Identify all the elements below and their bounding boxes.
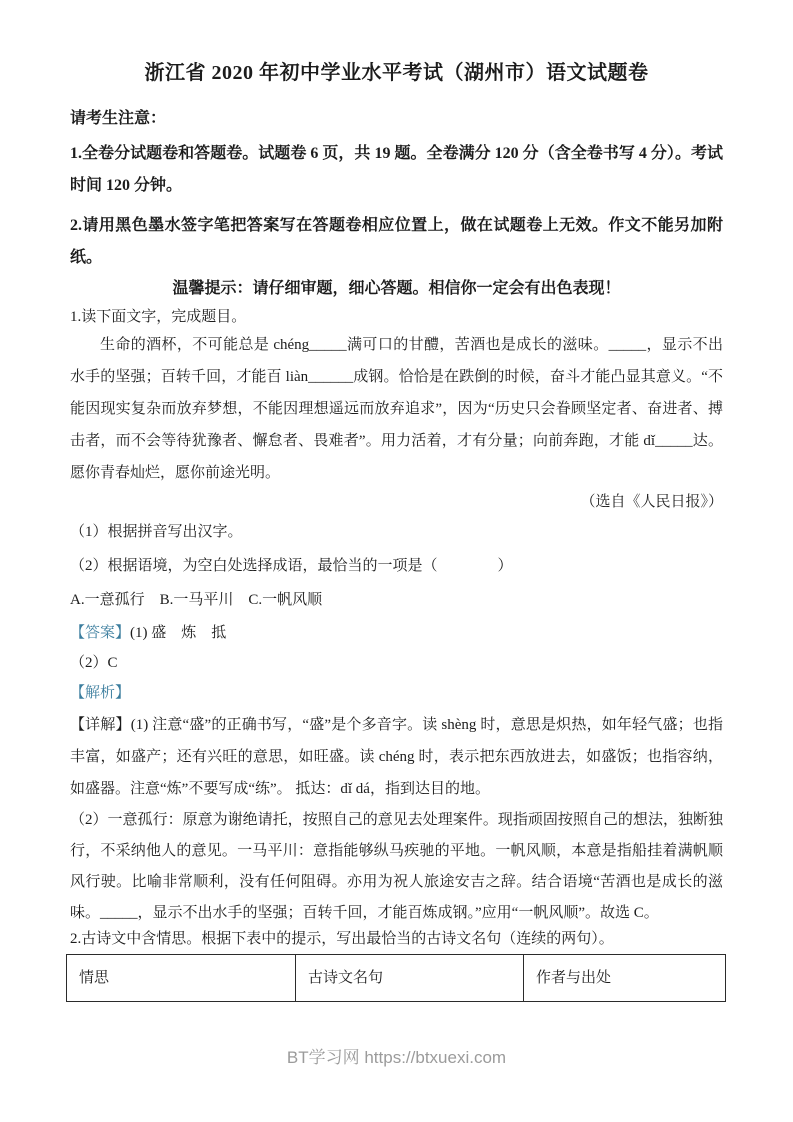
detail-paragraph-2: （2）一意孤行：原意为谢绝请托，按照自己的意见去处理案件。现指顽固按照自己的想法，独断独行，不采纳他人的意见。一马平川：意指能够纵马疾驰的平地。一帆风顺，本意是指船挂着满帆顺风行驶。比喻非常顺利，没有任何阻碍。亦用为祝人旅途安吉之辞。结合语境“苦酒也是成长的滋味。_____，显示不出水手的坚强；百转千回，才能百炼成钢。”应用“一帆风顺”。故选 C。 (70, 812, 723, 921)
answer-part1: (1) 盛 炼 抵 (130, 625, 227, 641)
question1-sub2: （2）根据语境，为空白处选择成语，最恰当的一项是（ ） (70, 558, 513, 574)
detail-text-1: (1) 注意“盛”的正确书写，“盛”是个多音字。读 shèng 时，意思是炽热，如年轻气盛；也指丰富，如盛产；还有兴旺的意思，如旺盛。读 chéng 时，表示把东西放进去，如盛饭；也指容纳，如盛器。注意“炼”不要写成“练”。 抵达：dǐ dá，指到达目的地。 (70, 717, 723, 797)
table-header-author: 作者与出处 (524, 955, 726, 1002)
answer-part2: （2）C (70, 655, 118, 671)
table-header-row (67, 955, 726, 1002)
site-footer-link[interactable]: BT学习网 https://btxuexi.com (286, 1048, 507, 1067)
poetry-fill-table (66, 954, 726, 1002)
table-header-verse: 古诗文名句 (296, 955, 524, 1002)
answer-label: 【答案】 (70, 625, 131, 641)
detail-label: 【详解】 (70, 717, 131, 733)
notice-heading: 请考生注意： (70, 110, 167, 127)
warm-tip: 温馨提示：请仔细审题，细心答题。相信你一定会有出色表现！ (172, 280, 621, 297)
question1-sub1: （1）根据拼音写出汉字。 (70, 524, 243, 540)
table-header-emotion: 情思 (67, 955, 296, 1002)
notice-item-2: 2.请用黑色墨水签字笔把答案写在答题卷相应位置上，做在试题卷上无效。作文不能另加附纸。 (70, 217, 723, 266)
notice-item-1: 1.全卷分试题卷和答题卷。试题卷 6 页，共 19 题。全卷满分 120 分（含全卷书写 4 分）。考试时间 120 分钟。 (70, 145, 723, 194)
page-title: 浙江省 2020 年初中学业水平考试（湖州市）语文试题卷 (144, 62, 649, 84)
analysis-label: 【解析】 (70, 685, 131, 701)
passage-source: （选自《人民日报》） (580, 494, 723, 510)
detail-paragraph-1 (70, 709, 723, 805)
question1-passage: 生命的酒杯，不可能总是 chéng_____满可口的甘醴，苦酒也是成长的滋味。_____，显示不出水手的坚强；百转千回，才能百 liàn______成钢。恰恰是在跌倒的时候，奋斗才能凸显其意义。“不能因现实复杂而放弃梦想，不能因理想遥远而放弃追求”，因为“历史只会眷顾坚定者、奋进者、搏击者，而不会等待犹豫者、懈怠者、畏难者”。用力活着，才有分量；向前奔跑，才能 dǐ_____达。愿你青春灿烂，愿你前途光明。 (70, 337, 723, 481)
question1-stem: 1.读下面文字，完成题目。 (70, 309, 247, 325)
question2-stem: 2.古诗文中含情思。根据下表中的提示，写出最恰当的古诗文名句（连续的两句）。 (70, 931, 614, 947)
question1-options: A.一意孤行 B.一马平川 C.一帆风顺 (70, 592, 323, 608)
answer-line (70, 620, 723, 646)
